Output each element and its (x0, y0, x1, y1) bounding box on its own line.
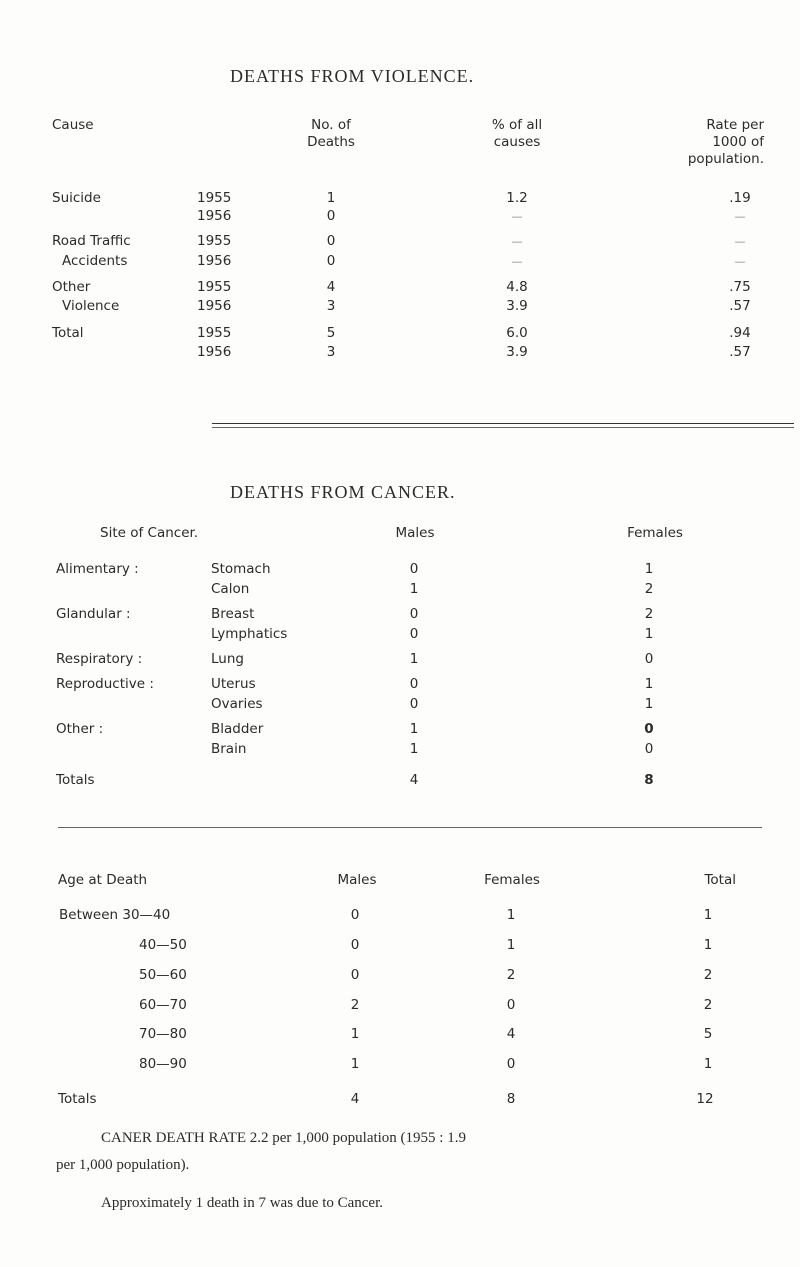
violence-pct: 6.0 (506, 325, 528, 341)
violence-deaths: 0 (326, 253, 336, 269)
header-age: Age at Death (58, 872, 148, 888)
section-divider (212, 427, 794, 428)
cancer-females: 1 (644, 626, 654, 642)
violence-cause: Violence (62, 298, 120, 314)
cancer-site: Brain (211, 741, 247, 757)
violence-rate: — (734, 210, 746, 223)
age-males: 2 (350, 997, 360, 1013)
age-total: 1 (703, 1056, 713, 1072)
cancer-totals-males: 4 (409, 772, 419, 788)
cancer-group: Other : (56, 721, 104, 737)
violence-pct: 4.8 (506, 279, 528, 295)
cancer-females: 2 (644, 606, 654, 622)
cancer-death-rate-line: CANER DEATH RATE 2.2 per 1,000 population (1955 : 1.9 (101, 1130, 466, 1146)
age-males: 1 (350, 1056, 360, 1072)
violence-cause: Total (52, 325, 84, 341)
cancer-males: 0 (409, 676, 419, 692)
header-site: Site of Cancer. (100, 525, 199, 541)
cancer-males: 0 (409, 626, 419, 642)
violence-deaths: 0 (326, 233, 336, 249)
age-total: 2 (703, 967, 713, 983)
violence-cause: Road Traffic (52, 233, 131, 249)
violence-year: 1955 (197, 325, 232, 341)
violence-pct: 3.9 (506, 298, 528, 314)
header-pct-1: % of all (491, 117, 543, 133)
violence-deaths: 4 (326, 279, 336, 295)
age-range: 50—60 (139, 967, 187, 983)
violence-title: DEATHS FROM VIOLENCE. (230, 66, 475, 86)
cancer-site: Bladder (211, 721, 264, 737)
age-total: 1 (703, 937, 713, 953)
violence-year: 1956 (197, 208, 232, 224)
violence-deaths: 3 (326, 298, 336, 314)
violence-year: 1956 (197, 298, 232, 314)
violence-rate: — (734, 255, 746, 268)
header-deaths-1: No. of (311, 117, 351, 133)
cancer-site: Uterus (211, 676, 256, 692)
age-total: 1 (703, 907, 713, 923)
age-females: 2 (506, 967, 516, 983)
header-males: Males (395, 525, 435, 541)
age-females: 1 (506, 907, 516, 923)
cancer-site: Calon (211, 581, 250, 597)
cancer-group: Reproductive : (56, 676, 154, 692)
cancer-site: Breast (211, 606, 255, 622)
violence-deaths: 1 (326, 190, 336, 206)
cancer-title: DEATHS FROM CANCER. (230, 482, 456, 502)
age-females: 4 (506, 1026, 516, 1042)
cancer-group: Respiratory : (56, 651, 143, 667)
header-age-males: Males (337, 872, 377, 888)
cancer-death-rate-line: per 1,000 population). (56, 1157, 190, 1173)
cancer-males: 0 (409, 606, 419, 622)
cancer-totals-females: 8 (644, 772, 654, 788)
age-totals-females: 8 (506, 1091, 516, 1107)
cancer-site: Lung (211, 651, 244, 667)
violence-deaths: 0 (326, 208, 336, 224)
age-totals-total: 12 (696, 1091, 714, 1107)
cancer-site: Lymphatics (211, 626, 288, 642)
section-divider (212, 423, 794, 424)
age-total: 5 (703, 1026, 713, 1042)
cancer-females: 1 (644, 561, 654, 577)
violence-deaths: 3 (326, 344, 336, 360)
cancer-proportion-note: Approximately 1 death in 7 was due to Cancer. (101, 1195, 384, 1211)
violence-year: 1956 (197, 344, 232, 360)
violence-rate: .19 (729, 190, 751, 206)
header-pct-2: causes (493, 134, 541, 150)
header-age-females: Females (484, 872, 540, 888)
age-males: 0 (350, 937, 360, 953)
age-males: 0 (350, 907, 360, 923)
cancer-group: Alimentary : (56, 561, 139, 577)
violence-pct: 1.2 (506, 190, 528, 206)
age-range: Between 30—40 (59, 907, 171, 923)
age-females: 0 (506, 1056, 516, 1072)
violence-deaths: 5 (326, 325, 336, 341)
age-range: 80—90 (139, 1056, 187, 1072)
header-deaths-2: Deaths (307, 134, 355, 150)
cancer-females: 1 (644, 676, 654, 692)
section-divider (58, 827, 762, 828)
age-males: 0 (350, 967, 360, 983)
cancer-group: Glandular : (56, 606, 131, 622)
header-females: Females (627, 525, 683, 541)
header-cause: Cause (52, 117, 94, 133)
cancer-totals-label: Totals (56, 772, 95, 788)
cancer-females: 0 (644, 651, 654, 667)
age-females: 1 (506, 937, 516, 953)
header-rate-1: Rate per (706, 117, 764, 133)
header-rate-2: 1000 of (712, 134, 764, 150)
violence-year: 1956 (197, 253, 232, 269)
violence-cause: Suicide (52, 190, 101, 206)
violence-year: 1955 (197, 233, 232, 249)
cancer-site: Stomach (211, 561, 271, 577)
violence-pct: 3.9 (506, 344, 528, 360)
cancer-females: 2 (644, 581, 654, 597)
header-age-total: Total (704, 872, 736, 888)
violence-year: 1955 (197, 279, 232, 295)
violence-rate: .57 (729, 344, 751, 360)
cancer-females: 1 (644, 696, 654, 712)
violence-rate: — (734, 235, 746, 248)
age-females: 0 (506, 997, 516, 1013)
violence-rate: .57 (729, 298, 751, 314)
cancer-site: Ovaries (211, 696, 263, 712)
violence-pct: — (511, 210, 523, 223)
violence-cause: Other (52, 279, 91, 295)
cancer-males: 1 (409, 741, 419, 757)
age-males: 1 (350, 1026, 360, 1042)
cancer-males: 1 (409, 581, 419, 597)
age-totals-males: 4 (350, 1091, 360, 1107)
age-range: 40—50 (139, 937, 187, 953)
cancer-females: 0 (644, 721, 654, 737)
violence-cause: Accidents (62, 253, 128, 269)
age-range: 60—70 (139, 997, 187, 1013)
violence-year: 1955 (197, 190, 232, 206)
violence-pct: — (511, 255, 523, 268)
cancer-females: 0 (644, 741, 654, 757)
age-totals-label: Totals (58, 1091, 97, 1107)
header-rate-3: population. (687, 151, 764, 167)
cancer-males: 0 (409, 561, 419, 577)
violence-rate: .94 (729, 325, 751, 341)
violence-rate: .75 (729, 279, 751, 295)
age-total: 2 (703, 997, 713, 1013)
cancer-males: 1 (409, 651, 419, 667)
age-range: 70—80 (139, 1026, 187, 1042)
violence-pct: — (511, 235, 523, 248)
cancer-males: 1 (409, 721, 419, 737)
cancer-males: 0 (409, 696, 419, 712)
